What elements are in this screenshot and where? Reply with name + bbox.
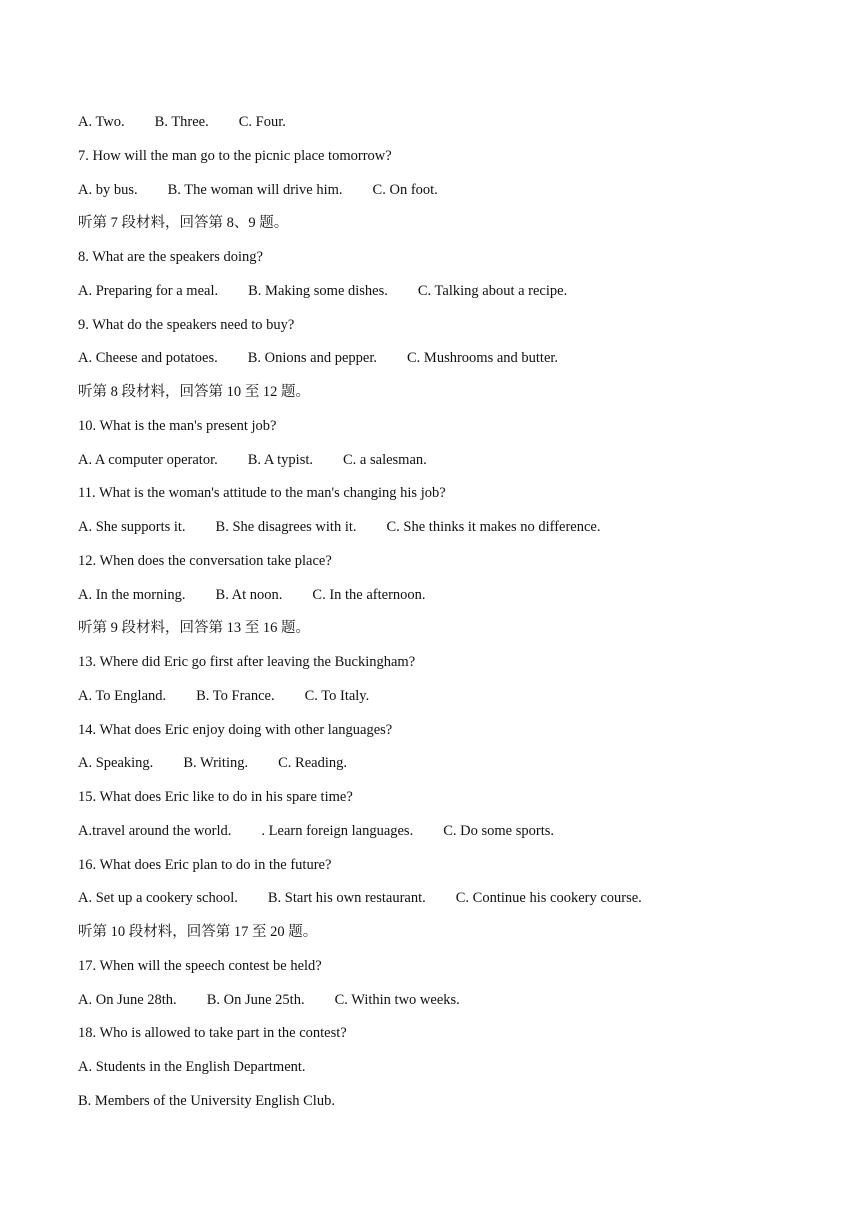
answer-option: C. Continue his cookery course. <box>455 890 642 907</box>
answer-option: A.travel around the world. <box>78 822 232 839</box>
answer-options <box>78 344 818 378</box>
answer-options <box>78 581 818 615</box>
answer-option: A. Two. <box>78 114 125 130</box>
answer-option: A. Speaking. <box>78 755 154 772</box>
answer-option: C. In the afternoon. <box>312 586 426 603</box>
answer-options <box>78 749 818 783</box>
answer-options <box>78 277 818 311</box>
answer-option: A. On June 28th. <box>78 991 177 1008</box>
answer-option: C. Mushrooms and butter. <box>407 350 559 367</box>
answer-option: B. Start his own restaurant. <box>267 890 426 907</box>
answer-option: C. Do some sports. <box>443 822 554 839</box>
question-text: 9. What do the speakers need to buy? <box>78 316 295 333</box>
section-instruction: 听第 7 段材料，回答第 8、9 题。 <box>78 215 289 232</box>
answer-options <box>78 446 818 480</box>
answer-option: C. To Italy. <box>304 687 370 704</box>
question-text: 13. Where did Eric go first after leaving the Buckingham? <box>78 654 416 670</box>
answer-option: C. On foot. <box>372 181 438 198</box>
answer-options <box>78 513 818 547</box>
question-text: 15. What does Eric like to do in his spare time? <box>78 789 353 805</box>
answer-options <box>78 884 818 918</box>
section-instruction: 听第 8 段材料，回答第 10 至 12 题。 <box>78 384 310 400</box>
section-instruction: 听第 10 段材料，回答第 17 至 20 题。 <box>78 924 318 940</box>
answer-option: . Learn foreign languages. <box>261 822 414 839</box>
answer-option: C. Talking about a recipe. <box>417 282 568 299</box>
question-text: 14. What does Eric enjoy doing with other languages? <box>78 721 393 738</box>
question-text: 8. What are the speakers doing? <box>78 249 263 265</box>
question-text: 18. Who is allowed to take part in the contest? <box>78 1025 347 1042</box>
question-text: 17. When will the speech contest be held? <box>78 957 322 974</box>
answer-options <box>78 986 818 1020</box>
question-text: A. Students in the English Department. <box>78 1059 306 1075</box>
answer-option: B. She disagrees with it. <box>215 519 357 535</box>
answer-options <box>78 108 818 142</box>
question-text: 7. How will the man go to the picnic place tomorrow? <box>78 147 392 164</box>
answer-option: C. Four. <box>238 114 286 130</box>
answer-option: A. Cheese and potatoes. <box>78 350 218 367</box>
answer-options <box>78 817 818 851</box>
answer-option: B. Writing. <box>183 755 249 772</box>
answer-option: B. Onions and pepper. <box>247 350 378 367</box>
answer-option: C. a salesman. <box>343 451 427 468</box>
exam-page <box>78 108 818 1121</box>
answer-option: B. A typist. <box>247 451 314 468</box>
answer-option: A. A computer operator. <box>78 451 218 468</box>
answer-option: B. To France. <box>196 687 275 704</box>
answer-option: C. She thinks it makes no difference. <box>386 519 601 535</box>
question-text: 10. What is the man's present job? <box>78 417 277 434</box>
answer-options <box>78 682 818 716</box>
section-instruction: 听第 9 段材料，回答第 13 至 16 题。 <box>78 620 310 637</box>
answer-option: B. At noon. <box>215 586 283 603</box>
question-text: 11. What is the woman's attitude to the man's changing his job? <box>78 485 446 502</box>
answer-option: A. Preparing for a meal. <box>78 282 219 299</box>
answer-option: B. The woman will drive him. <box>167 181 343 198</box>
question-text: B. Members of the University English Club. <box>78 1092 335 1109</box>
question-text: 16. What does Eric plan to do in the future? <box>78 856 332 873</box>
answer-option: B. Three. <box>154 114 209 130</box>
answer-option: A. by bus. <box>78 181 138 198</box>
answer-options <box>78 176 818 210</box>
answer-option: A. She supports it. <box>78 519 186 535</box>
answer-option: C. Reading. <box>278 755 347 772</box>
answer-option: A. Set up a cookery school. <box>78 890 238 907</box>
answer-option: A. In the morning. <box>78 586 186 603</box>
answer-option: A. To England. <box>78 687 167 704</box>
answer-option: B. On June 25th. <box>206 991 305 1008</box>
answer-option: C. Within two weeks. <box>334 991 460 1008</box>
answer-option: B. Making some dishes. <box>248 282 388 299</box>
question-text: 12. When does the conversation take place? <box>78 552 332 569</box>
